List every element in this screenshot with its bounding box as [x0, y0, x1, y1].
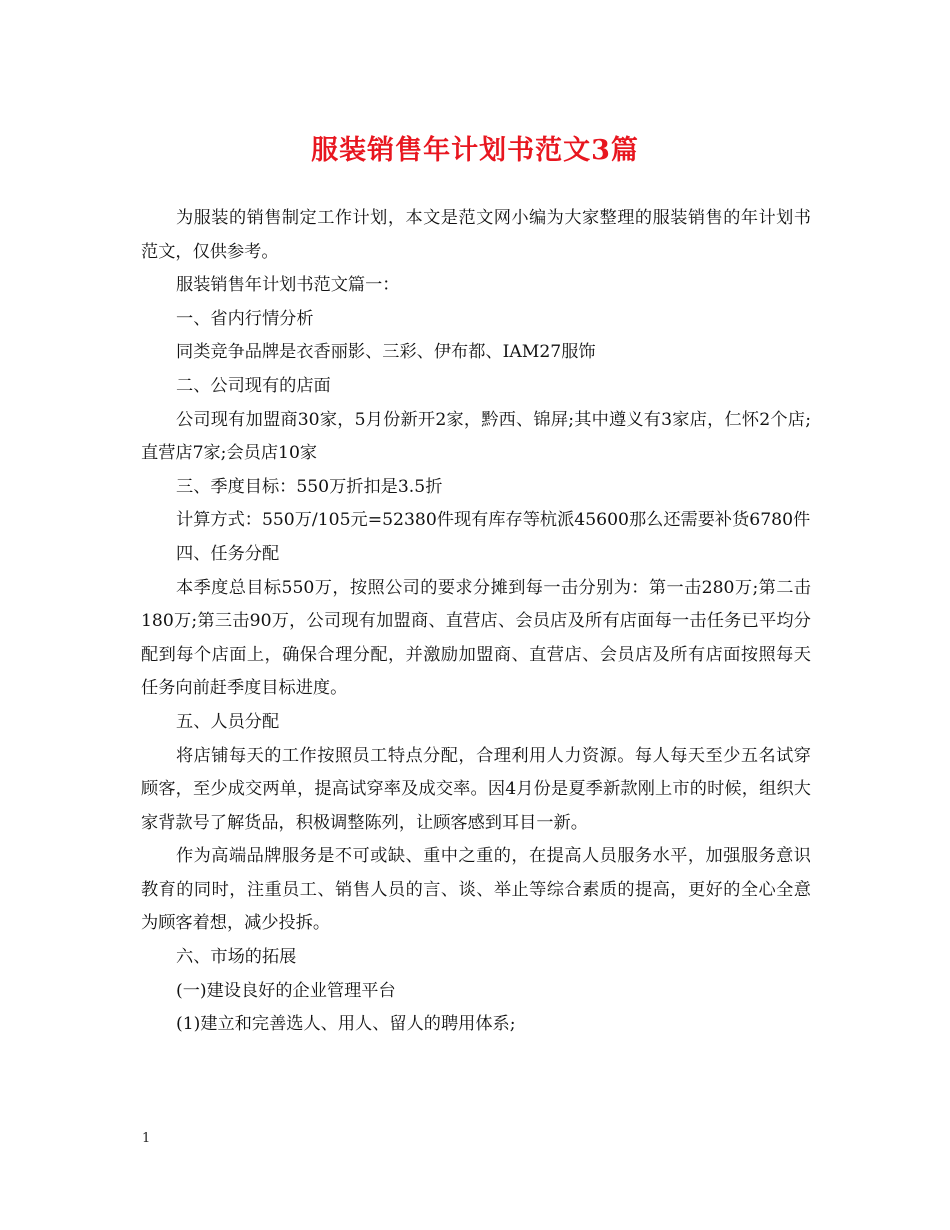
section-heading-part-one: 服装销售年计划书范文篇一： [176, 275, 400, 296]
intro-paragraph: 为服装的销售制定工作计划，本文是范文网小编为大家整理的服装销售的年计划书范文，仅供参考。 [141, 208, 811, 262]
page-number: 1 [142, 1131, 151, 1146]
document-body [141, 202, 811, 1042]
heading-market-analysis: 一、省内行情分析 [176, 308, 314, 329]
heading-quarter-target: 三、季度目标：550万折扣是3.5折 [176, 476, 443, 497]
heading-market-expansion: 六、市场的拓展 [176, 947, 297, 968]
subheading-management-platform: (一)建设良好的企业管理平台 [176, 980, 396, 1001]
paragraph-store-count: 公司现有加盟商30家，5月份新开2家，黔西、锦屏;其中遵义有3家店，仁怀2个店;直营店7家;会员店10家 [141, 409, 811, 464]
paragraph-service: 作为高端品牌服务是不可或缺、重中之重的，在提高人员服务水平，加强服务意识教育的同时，注重员工、销售人员的言、谈、举止等综合素质的提高，更好的全心全意为顾客着想，减少投拆。 [141, 846, 811, 934]
list-item-hiring-system: (1)建立和完善选人、用人、留人的聘用体系; [176, 1014, 516, 1035]
paragraph-competitors: 同类竞争品牌是衣香丽影、三彩、伊布都、IAM27服饰 [176, 342, 596, 363]
paragraph-calculation: 计算方式：550万/105元=52380件现有库存等杭派45600那么还需要补货6780件 [176, 510, 811, 531]
heading-staff-allocation: 五、人员分配 [176, 711, 280, 732]
heading-existing-stores: 二、公司现有的店面 [176, 375, 331, 396]
document-title: 服装销售年计划书范文3篇 [311, 135, 639, 166]
paragraph-staff-allocation: 将店铺每天的工作按照员工特点分配，合理利用人力资源。每人每天至少五名试穿顾客，至少成交两单，提高试穿率及成交率。因4月份是夏季新款刚上市的时候，组织大家背款号了解货品，积极调整陈列，让顾客感到耳目一新。 [141, 745, 811, 833]
paragraph-task-allocation: 本季度总目标550万，按照公司的要求分摊到每一击分别为：第一击280万;第二击180万;第三击90万，公司现有加盟商、直营店、会员店及所有店面每一击任务已平均分配到每个店面上，确保合理分配，并激励加盟商、直营店、会员店及所有店面按照每天任务向前赶季度目标进度。 [141, 577, 811, 699]
heading-task-allocation: 四、任务分配 [176, 543, 280, 564]
